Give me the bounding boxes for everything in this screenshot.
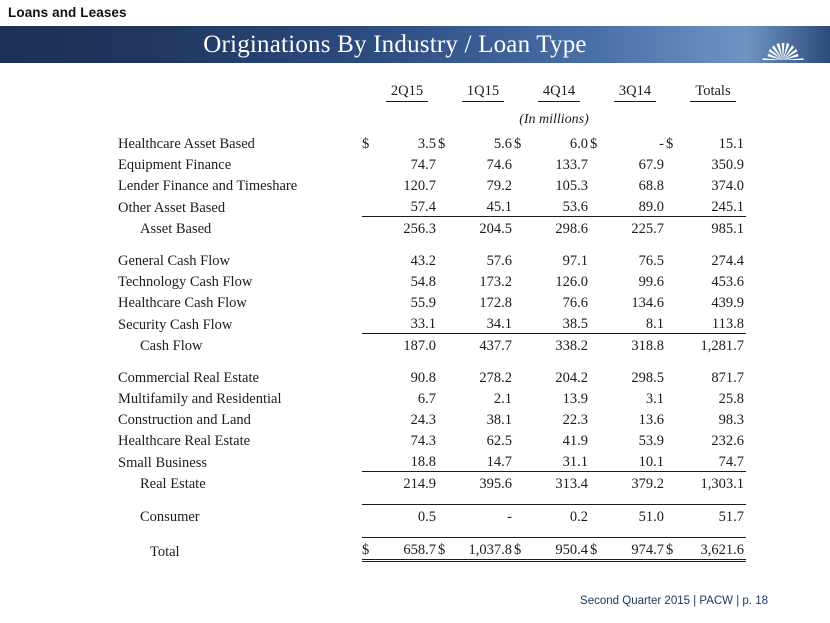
- currency-symbol: [438, 450, 454, 472]
- currency-symbol: [590, 450, 606, 472]
- currency-symbol: [590, 174, 606, 195]
- cell-value: 120.7: [403, 178, 436, 194]
- table-row: [118, 217, 746, 239]
- currency-symbol: [362, 217, 378, 239]
- cell-value: 1,037.8: [454, 538, 514, 561]
- cell-value: 0.2: [530, 505, 590, 527]
- currency-symbol: $: [514, 538, 530, 561]
- currency-symbol: $: [514, 136, 522, 152]
- cell-value: 57.6: [486, 253, 512, 269]
- cell-value: 256.3: [378, 217, 438, 239]
- currency-symbol: [666, 450, 682, 472]
- currency-symbol: [514, 450, 530, 472]
- currency-symbol: [514, 472, 530, 494]
- cell-value: 204.2: [555, 370, 588, 386]
- cell-value: 379.2: [606, 472, 666, 494]
- currency-symbol: [514, 195, 530, 217]
- cell-value: 25.8: [718, 391, 744, 407]
- currency-symbol: [590, 153, 606, 174]
- currency-symbol: [590, 334, 606, 356]
- cell-value: 74.6: [486, 157, 512, 173]
- cell-value: 245.1: [711, 199, 744, 215]
- currency-symbol: [362, 249, 378, 270]
- table-spacer-row: [118, 526, 746, 538]
- cell-value: 214.9: [378, 472, 438, 494]
- currency-symbol: [438, 291, 454, 312]
- cell-value: 57.4: [410, 199, 436, 215]
- cell-value: 97.1: [562, 253, 588, 269]
- cell-value: 53.9: [638, 433, 664, 449]
- currency-symbol: [514, 217, 530, 239]
- currency-symbol: [590, 270, 606, 291]
- currency-symbol: [362, 334, 378, 356]
- currency-symbol: [438, 174, 454, 195]
- currency-symbol: $: [590, 538, 606, 561]
- row-label: Total: [150, 543, 180, 560]
- table-row: [118, 366, 746, 387]
- cell-value: 126.0: [555, 274, 588, 290]
- currency-symbol: [362, 450, 378, 472]
- table-row: [118, 132, 746, 153]
- currency-symbol: [362, 270, 378, 291]
- currency-symbol: [362, 472, 378, 494]
- sunburst-logo-icon: [748, 26, 818, 63]
- table-row: [118, 291, 746, 312]
- table-spacer-row: [118, 238, 746, 249]
- cell-value: 99.6: [638, 274, 664, 290]
- currency-symbol: $: [362, 136, 370, 152]
- cell-value: 43.2: [410, 253, 436, 269]
- table-units-row: [118, 104, 746, 132]
- cell-value: 437.7: [454, 334, 514, 356]
- row-label: Cash Flow: [140, 338, 203, 354]
- currency-symbol: [362, 174, 378, 195]
- cell-value: 33.1: [410, 316, 436, 332]
- cell-value: 24.3: [410, 412, 436, 428]
- currency-symbol: $: [438, 538, 454, 561]
- currency-symbol: [438, 217, 454, 239]
- row-label: Construction and Land: [118, 412, 251, 428]
- cell-value: 79.2: [486, 178, 512, 194]
- currency-symbol: [438, 249, 454, 270]
- table-row: [118, 195, 746, 217]
- currency-symbol: [666, 217, 682, 239]
- cell-value: -: [454, 505, 514, 527]
- cell-value: 985.1: [682, 217, 746, 239]
- cell-value: 31.1: [562, 454, 588, 470]
- table-spacer-row: [118, 355, 746, 366]
- cell-value: 3,621.6: [682, 538, 746, 561]
- cell-value: -: [659, 136, 664, 152]
- originations-table: [118, 78, 746, 562]
- table-row: [118, 387, 746, 408]
- currency-symbol: [438, 334, 454, 356]
- table-row: [118, 249, 746, 270]
- cell-value: 318.8: [606, 334, 666, 356]
- row-label: Healthcare Cash Flow: [118, 295, 247, 311]
- cell-value: 18.8: [410, 454, 436, 470]
- currency-symbol: [514, 270, 530, 291]
- cell-value: 395.6: [454, 472, 514, 494]
- row-label: Lender Finance and Timeshare: [118, 178, 298, 194]
- currency-symbol: [666, 408, 682, 429]
- row-label: Security Cash Flow: [118, 316, 233, 333]
- currency-symbol: [514, 334, 530, 356]
- header-blank: [118, 78, 362, 104]
- cell-value: 74.7: [410, 157, 436, 173]
- cell-value: 274.4: [711, 253, 744, 269]
- currency-symbol: [362, 387, 378, 408]
- currency-symbol: [590, 366, 606, 387]
- currency-symbol: [590, 195, 606, 217]
- currency-symbol: [514, 408, 530, 429]
- currency-symbol: [590, 387, 606, 408]
- currency-symbol: [438, 153, 454, 174]
- cell-value: 298.5: [631, 370, 664, 386]
- table-header-row: [118, 78, 746, 104]
- currency-symbol: [666, 153, 682, 174]
- currency-symbol: [514, 291, 530, 312]
- currency-symbol: [362, 312, 378, 334]
- currency-symbol: [362, 366, 378, 387]
- cell-value: 38.1: [486, 412, 512, 428]
- currency-symbol: [362, 291, 378, 312]
- originations-table-wrap: [0, 78, 830, 562]
- cell-value: 3.1: [645, 391, 664, 407]
- cell-value: 41.9: [562, 433, 588, 449]
- currency-symbol: [438, 429, 454, 450]
- currency-symbol: [362, 408, 378, 429]
- row-label: Small Business: [118, 454, 208, 471]
- currency-symbol: [438, 195, 454, 217]
- cell-value: 53.6: [562, 199, 588, 215]
- row-label: Real Estate: [140, 476, 206, 492]
- cell-value: 67.9: [638, 157, 664, 173]
- cell-value: 187.0: [378, 334, 438, 356]
- cell-value: 8.1: [645, 316, 664, 332]
- cell-value: 278.2: [479, 370, 512, 386]
- cell-value: 658.7: [378, 538, 438, 561]
- table-row: [118, 312, 746, 334]
- currency-symbol: [590, 429, 606, 450]
- currency-symbol: [514, 312, 530, 334]
- footer-text: Second Quarter 2015 | PACW | p. 18: [580, 595, 768, 607]
- table-row: [118, 408, 746, 429]
- currency-symbol: [666, 366, 682, 387]
- cell-value: 338.2: [530, 334, 590, 356]
- cell-value: 90.8: [410, 370, 436, 386]
- table-row: [118, 174, 746, 195]
- table-row: [118, 472, 746, 494]
- currency-symbol: [362, 505, 378, 527]
- cell-value: 62.5: [486, 433, 512, 449]
- cell-value: 204.5: [454, 217, 514, 239]
- cell-value: 89.0: [638, 199, 664, 215]
- currency-symbol: [514, 153, 530, 174]
- cell-value: 98.3: [718, 412, 744, 428]
- currency-symbol: [514, 174, 530, 195]
- table-row: [118, 153, 746, 174]
- column-header-4: Totals: [682, 78, 746, 104]
- currency-symbol: [438, 270, 454, 291]
- currency-symbol: [666, 387, 682, 408]
- currency-symbol: [590, 249, 606, 270]
- row-label: Commercial Real Estate: [118, 370, 259, 386]
- page-title: Loans and Leases: [8, 5, 127, 20]
- column-header-0: 2Q15: [378, 78, 438, 104]
- currency-symbol: [666, 174, 682, 195]
- table-spacer-row: [118, 493, 746, 505]
- cell-value: 1,281.7: [682, 334, 746, 356]
- cell-value: 14.7: [486, 454, 512, 470]
- cell-value: 2.1: [493, 391, 512, 407]
- cell-value: 76.6: [562, 295, 588, 311]
- cell-value: 105.3: [555, 178, 588, 194]
- cell-value: 313.4: [530, 472, 590, 494]
- cell-value: 173.2: [479, 274, 512, 290]
- cell-value: 54.8: [410, 274, 436, 290]
- row-label: Multifamily and Residential: [118, 391, 282, 407]
- currency-symbol: [590, 472, 606, 494]
- row-label: General Cash Flow: [118, 253, 230, 269]
- currency-symbol: [514, 366, 530, 387]
- table-row: [118, 505, 746, 527]
- cell-value: 13.6: [638, 412, 664, 428]
- row-label: Equipment Finance: [118, 157, 232, 173]
- row-label: Other Asset Based: [118, 199, 226, 216]
- currency-symbol: $: [666, 538, 682, 561]
- currency-symbol: [666, 312, 682, 334]
- cell-value: 5.6: [493, 136, 512, 152]
- currency-symbol: [666, 472, 682, 494]
- units-note: (In millions): [519, 112, 589, 127]
- row-label: Consumer: [140, 509, 200, 525]
- cell-value: 225.7: [606, 217, 666, 239]
- cell-value: 76.5: [638, 253, 664, 269]
- cell-value: 55.9: [410, 295, 436, 311]
- row-label: Healthcare Real Estate: [118, 433, 251, 449]
- currency-symbol: $: [362, 538, 378, 561]
- cell-value: 871.7: [711, 370, 744, 386]
- cell-value: 133.7: [555, 157, 588, 173]
- cell-value: 974.7: [606, 538, 666, 561]
- cell-value: 374.0: [711, 178, 744, 194]
- cell-value: 45.1: [486, 199, 512, 215]
- currency-symbol: [590, 312, 606, 334]
- currency-symbol: $: [666, 136, 674, 152]
- cell-value: 3.5: [417, 136, 436, 152]
- row-label: Asset Based: [140, 221, 212, 237]
- currency-symbol: [438, 312, 454, 334]
- banner-title: Originations By Industry / Loan Type: [203, 31, 587, 58]
- cell-value: 51.7: [682, 505, 746, 527]
- table-row: [118, 538, 746, 561]
- currency-symbol: [590, 217, 606, 239]
- table-row: [118, 450, 746, 472]
- currency-symbol: [362, 195, 378, 217]
- cell-value: 0.5: [378, 505, 438, 527]
- cell-value: 298.6: [530, 217, 590, 239]
- cell-value: 22.3: [562, 412, 588, 428]
- column-header-3: 3Q14: [606, 78, 666, 104]
- cell-value: 74.7: [718, 454, 744, 470]
- currency-symbol: [362, 429, 378, 450]
- cell-value: 172.8: [479, 295, 512, 311]
- cell-value: 950.4: [530, 538, 590, 561]
- cell-value: 74.3: [410, 433, 436, 449]
- currency-symbol: [438, 366, 454, 387]
- currency-symbol: [666, 334, 682, 356]
- cell-value: 439.9: [711, 295, 744, 311]
- currency-symbol: [438, 472, 454, 494]
- table-row: [118, 334, 746, 356]
- currency-symbol: [438, 387, 454, 408]
- table-body: [118, 132, 746, 561]
- cell-value: 113.8: [711, 316, 744, 332]
- cell-value: 51.0: [606, 505, 666, 527]
- currency-symbol: [666, 291, 682, 312]
- row-label: Technology Cash Flow: [118, 274, 253, 290]
- column-header-1: 1Q15: [454, 78, 514, 104]
- cell-value: 34.1: [486, 316, 512, 332]
- cell-value: 10.1: [638, 454, 664, 470]
- column-header-2: 4Q14: [530, 78, 590, 104]
- title-banner: [0, 26, 830, 63]
- currency-symbol: [514, 249, 530, 270]
- cell-value: 134.6: [631, 295, 664, 311]
- currency-symbol: [666, 429, 682, 450]
- table-row: [118, 270, 746, 291]
- cell-value: 13.9: [562, 391, 588, 407]
- cell-value: 68.8: [638, 178, 664, 194]
- currency-symbol: [666, 249, 682, 270]
- currency-symbol: [666, 195, 682, 217]
- currency-symbol: [590, 505, 606, 527]
- cell-value: 38.5: [562, 316, 588, 332]
- currency-symbol: $: [438, 136, 446, 152]
- table-row: [118, 429, 746, 450]
- currency-symbol: [514, 387, 530, 408]
- currency-symbol: [514, 429, 530, 450]
- cell-value: 232.6: [711, 433, 744, 449]
- currency-symbol: [438, 505, 454, 527]
- currency-symbol: [666, 270, 682, 291]
- cell-value: 15.1: [718, 136, 744, 152]
- cell-value: 453.6: [711, 274, 744, 290]
- currency-symbol: [590, 291, 606, 312]
- cell-value: 6.0: [569, 136, 588, 152]
- currency-symbol: [590, 408, 606, 429]
- currency-symbol: [514, 505, 530, 527]
- cell-value: 6.7: [417, 391, 436, 407]
- currency-symbol: [438, 408, 454, 429]
- cell-value: 1,303.1: [682, 472, 746, 494]
- row-label: Healthcare Asset Based: [118, 136, 255, 152]
- currency-symbol: $: [590, 136, 598, 152]
- currency-symbol: [362, 153, 378, 174]
- currency-symbol: [666, 505, 682, 527]
- cell-value: 350.9: [711, 157, 744, 173]
